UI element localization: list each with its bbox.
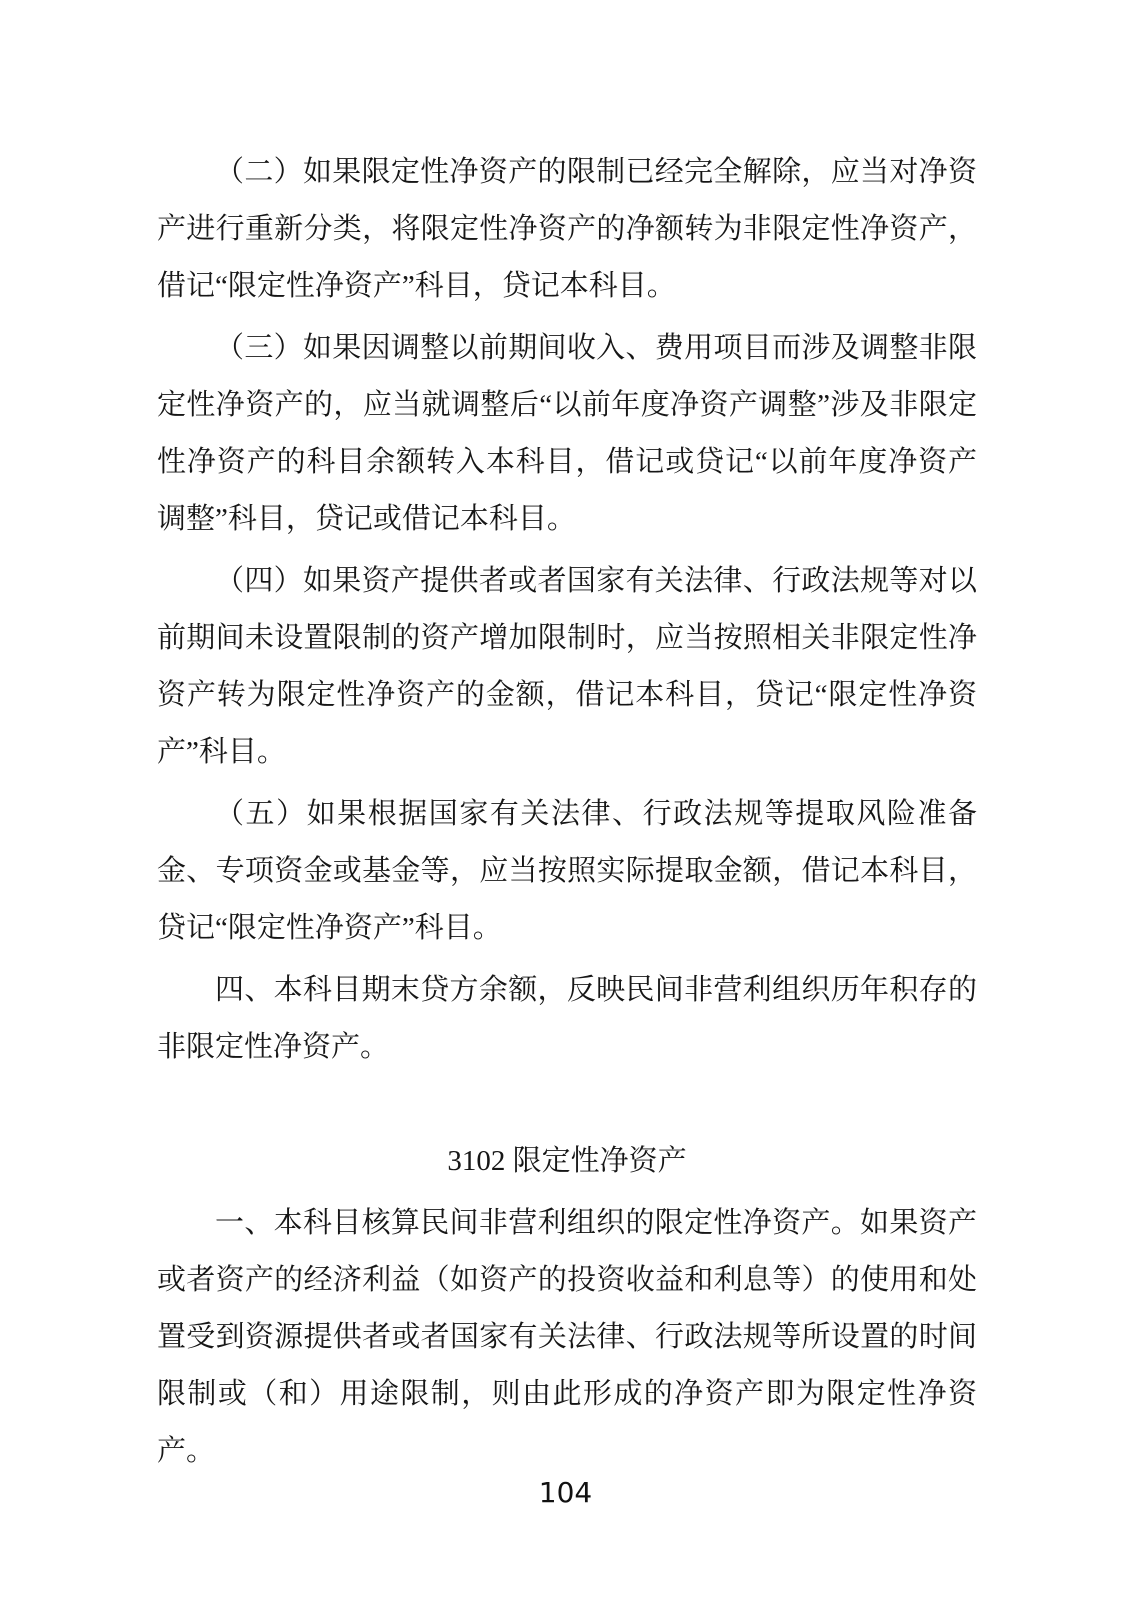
section-paragraph-definition: 一、本科目核算民间非营利组织的限定性净资产。如果资产或者资产的经济利益（如资产的投资收益和利息等）的使用和处置受到资源提供者或者国家有关法律、行政法规等所设置的时间限制或（和）用途限制，则由此形成的净资产即为限定性净资产。 (157, 1207, 977, 1467)
page-number: 104 (538, 1476, 593, 1509)
paragraph-closing-balance: 四、本科目期末贷方余额，反映民间非营利组织历年积存的非限定性净资产。 (157, 974, 977, 1063)
paragraph-item-3: （三）如果因调整以前期间收入、费用项目而涉及调整非限定性净资产的，应当就调整后“以前年度净资产调整”涉及非限定性净资产的科目余额转入本科目，借记或贷记“以前年度净资产调整”科目，贷记或借记本科目。 (157, 332, 977, 535)
page-content (157, 144, 977, 1480)
paragraph-item-2: （二）如果限定性净资产的限制已经完全解除，应当对净资产进行重新分类，将限定性净资产的净额转为非限定性净资产，借记“限定性净资产”科目，贷记本科目。 (157, 156, 977, 302)
paragraph-item-5: （五）如果根据国家有关法律、行政法规等提取风险准备金、专项资金或基金等，应当按照实际提取金额，借记本科目，贷记“限定性净资产”科目。 (157, 798, 977, 944)
paragraph-item-4: （四）如果资产提供者或者国家有关法律、行政法规等对以前期间未设置限制的资产增加限制时，应当按照相关非限定性净资产转为限定性净资产的金额，借记本科目，贷记“限定性净资产”科目。 (157, 565, 977, 768)
section-heading-3102: 3102 限定性净资产 (447, 1145, 687, 1177)
